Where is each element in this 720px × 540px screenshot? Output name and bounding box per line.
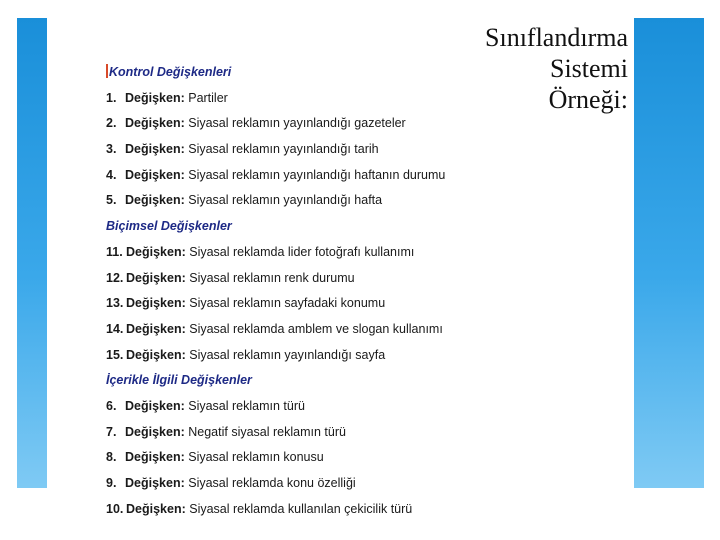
list-item [106, 266, 466, 292]
item-number: 11. [106, 244, 123, 259]
item-label: Değişken: [125, 450, 185, 465]
item-number: 3. [106, 142, 117, 157]
left-accent-bar [17, 18, 47, 488]
item-number: 6. [106, 398, 117, 413]
item-number: 7. [106, 424, 117, 439]
text-cursor [106, 64, 108, 78]
title-line: Sistemi [549, 54, 628, 83]
item-text: Siyasal reklamda kullanılan çekicilik türü [189, 501, 413, 516]
item-number: 1. [106, 90, 117, 105]
item-text: Siyasal reklamın yayınlandığı haftanın durumu [188, 167, 446, 182]
right-accent-bar [634, 18, 704, 488]
list-item [106, 240, 466, 266]
item-text: Siyasal reklamın türü [188, 398, 305, 413]
list-item [106, 137, 466, 163]
variable-list [106, 60, 466, 522]
item-number: 10. [106, 501, 124, 516]
item-label: Değişken: [125, 142, 185, 157]
title-line: Örneği: [548, 85, 628, 114]
item-label: Değişken: [125, 90, 185, 105]
list-item [106, 111, 466, 137]
item-label: Değişken: [126, 270, 186, 285]
item-text: Siyasal reklamın renk durumu [189, 270, 355, 285]
item-label: Değişken: [126, 347, 186, 362]
item-text: Siyasal reklamın sayfadaki konumu [189, 296, 386, 311]
item-label: Değişken: [125, 167, 185, 182]
item-text: Siyasal reklamın konusu [188, 450, 324, 465]
list-item [106, 394, 466, 420]
section-heading-text: Kontrol Değişkenleri [109, 65, 232, 79]
item-number: 8. [106, 450, 117, 465]
item-label: Değişken: [125, 193, 185, 208]
list-item [106, 497, 466, 523]
list-item [106, 420, 466, 446]
item-number: 2. [106, 116, 117, 131]
list-item [106, 445, 466, 471]
item-label: Değişken: [125, 398, 185, 413]
list-item [106, 317, 466, 343]
item-label: Değişken: [125, 424, 185, 439]
item-label: Değişken: [126, 321, 186, 336]
item-text: Siyasal reklamın yayınlandığı sayfa [189, 347, 386, 362]
item-number: 13. [106, 296, 124, 311]
section-heading-text: Biçimsel Değişkenler [106, 219, 232, 234]
item-label: Değişken: [126, 244, 186, 259]
item-text: Siyasal reklamda konu özelliği [188, 476, 356, 490]
title-line: Sınıflandırma [485, 23, 628, 52]
item-text: Siyasal reklamın yayınlandığı hafta [188, 193, 383, 208]
list-item [106, 291, 466, 317]
item-text: Siyasal reklamda amblem ve slogan kullanımı [189, 321, 443, 336]
item-label: Değişken: [125, 116, 185, 131]
slide-title [485, 22, 628, 115]
item-text: Partiler [188, 90, 228, 105]
list-item [106, 86, 466, 112]
item-text: Siyasal reklamın yayınlandığı tarih [188, 142, 379, 157]
item-number: 14. [106, 321, 124, 336]
list-item [106, 188, 466, 214]
section-heading [106, 368, 466, 394]
list-item [106, 163, 466, 189]
item-number: 4. [106, 167, 117, 182]
section-heading-text: İçerikle İlgili Değişkenler [106, 373, 252, 388]
list-item [106, 343, 466, 369]
item-number: 15. [106, 347, 124, 362]
section-heading [106, 60, 466, 86]
section-heading [106, 214, 466, 240]
item-label: Değişken: [126, 296, 186, 311]
item-text: Siyasal reklamda lider fotoğrafı kullanımı [189, 244, 415, 259]
item-label: Değişken: [126, 501, 186, 516]
list-item [106, 471, 466, 497]
item-text: Negatif siyasal reklamın türü [188, 424, 346, 439]
item-number: 5. [106, 193, 117, 208]
item-number: 9. [106, 476, 117, 490]
item-number: 12. [106, 270, 124, 285]
item-text: Siyasal reklamın yayınlandığı gazeteler [188, 116, 406, 131]
item-label: Değişken: [125, 476, 185, 490]
